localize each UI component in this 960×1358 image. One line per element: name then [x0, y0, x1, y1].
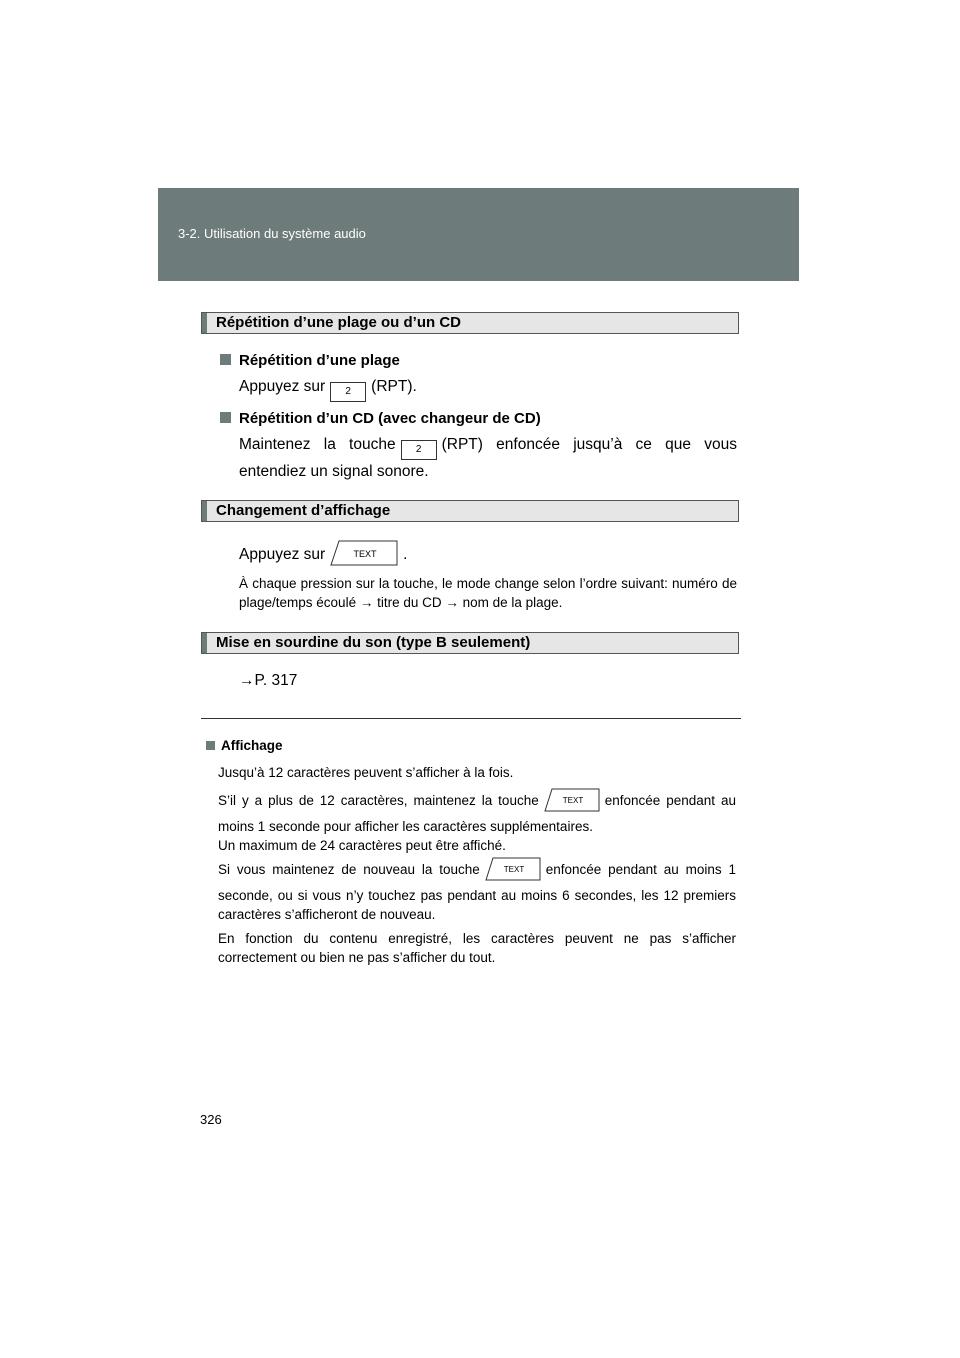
subheading-repeat-cd: Répétition d’un CD (avec changeur de CD) — [220, 410, 541, 427]
svg-text:TEXT: TEXT — [562, 796, 583, 805]
section-title: Changement d’affichage — [216, 502, 391, 519]
square-bullet-icon — [206, 741, 215, 750]
repeat-cd-instruction: Maintenez la touche 2 (RPT) enfoncée jusqu’à ce que vous entendiez un signal sonore. — [239, 436, 737, 480]
section-heading-repeat — [201, 312, 739, 334]
subheading-repeat-track: Répétition d’une plage — [220, 352, 400, 369]
preset-2-key-icon: 2 — [401, 440, 437, 460]
section-title: Répétition d’une plage ou d’un CD — [216, 314, 461, 331]
square-bullet-icon — [220, 412, 231, 423]
section-accent — [202, 501, 207, 521]
section-heading-display — [201, 500, 739, 522]
display-instruction: Appuyez sur TEXT . — [239, 540, 407, 571]
section-accent — [202, 313, 207, 333]
affichage-paragraph-4: En fonction du contenu enregistré, les caractères peuvent ne pas s’afficher correctement ou bien ne pas s’afficher du tout. — [218, 931, 736, 965]
preset-2-key-icon: 2 — [330, 382, 366, 402]
divider — [201, 718, 741, 719]
page-number: 326 — [200, 1112, 222, 1127]
chapter-header — [158, 188, 799, 281]
section-title: Mise en sourdine du son (type B seulement) — [216, 634, 531, 651]
display-note: À chaque pression sur la touche, le mode change selon l’ordre suivant: numéro de plage/temps écoulé → titre du CD → nom de la plage. — [239, 576, 737, 610]
text-key-icon — [484, 857, 542, 886]
svg-text:TEXT: TEXT — [503, 865, 524, 874]
affichage-paragraph-2: S’il y a plus de 12 caractères, maintenez la touche TEXT enfoncée pendant au moins 1 seconde pour afficher les caractères supplémentaires. Un maximum de 24 caractères peut être affiché. — [218, 788, 736, 855]
affichage-paragraph-1: Jusqu’à 12 caractères peuvent s’afficher à la fois. — [218, 765, 514, 780]
affichage-paragraph-3: Si vous maintenez de nouveau la touche TEXT enfoncée pendant au moins 1 seconde, ou si vous n’y touchez pas pendant au moins 6 secondes, les 12 premiers caractères s’afficheront de nouveau. — [218, 857, 736, 924]
square-bullet-icon — [220, 354, 231, 365]
section-accent — [202, 633, 207, 653]
svg-text:TEXT: TEXT — [353, 549, 377, 559]
mute-page-reference[interactable]: →P. 317 — [239, 672, 298, 689]
section-heading-mute — [201, 632, 739, 654]
chapter-title: 3-2. Utilisation du système audio — [178, 226, 366, 241]
text-key-icon — [543, 788, 601, 817]
subheading-affichage: Affichage — [206, 738, 283, 753]
text-key-icon — [329, 540, 399, 571]
repeat-track-instruction: Appuyez sur 2 (RPT). — [239, 378, 417, 402]
